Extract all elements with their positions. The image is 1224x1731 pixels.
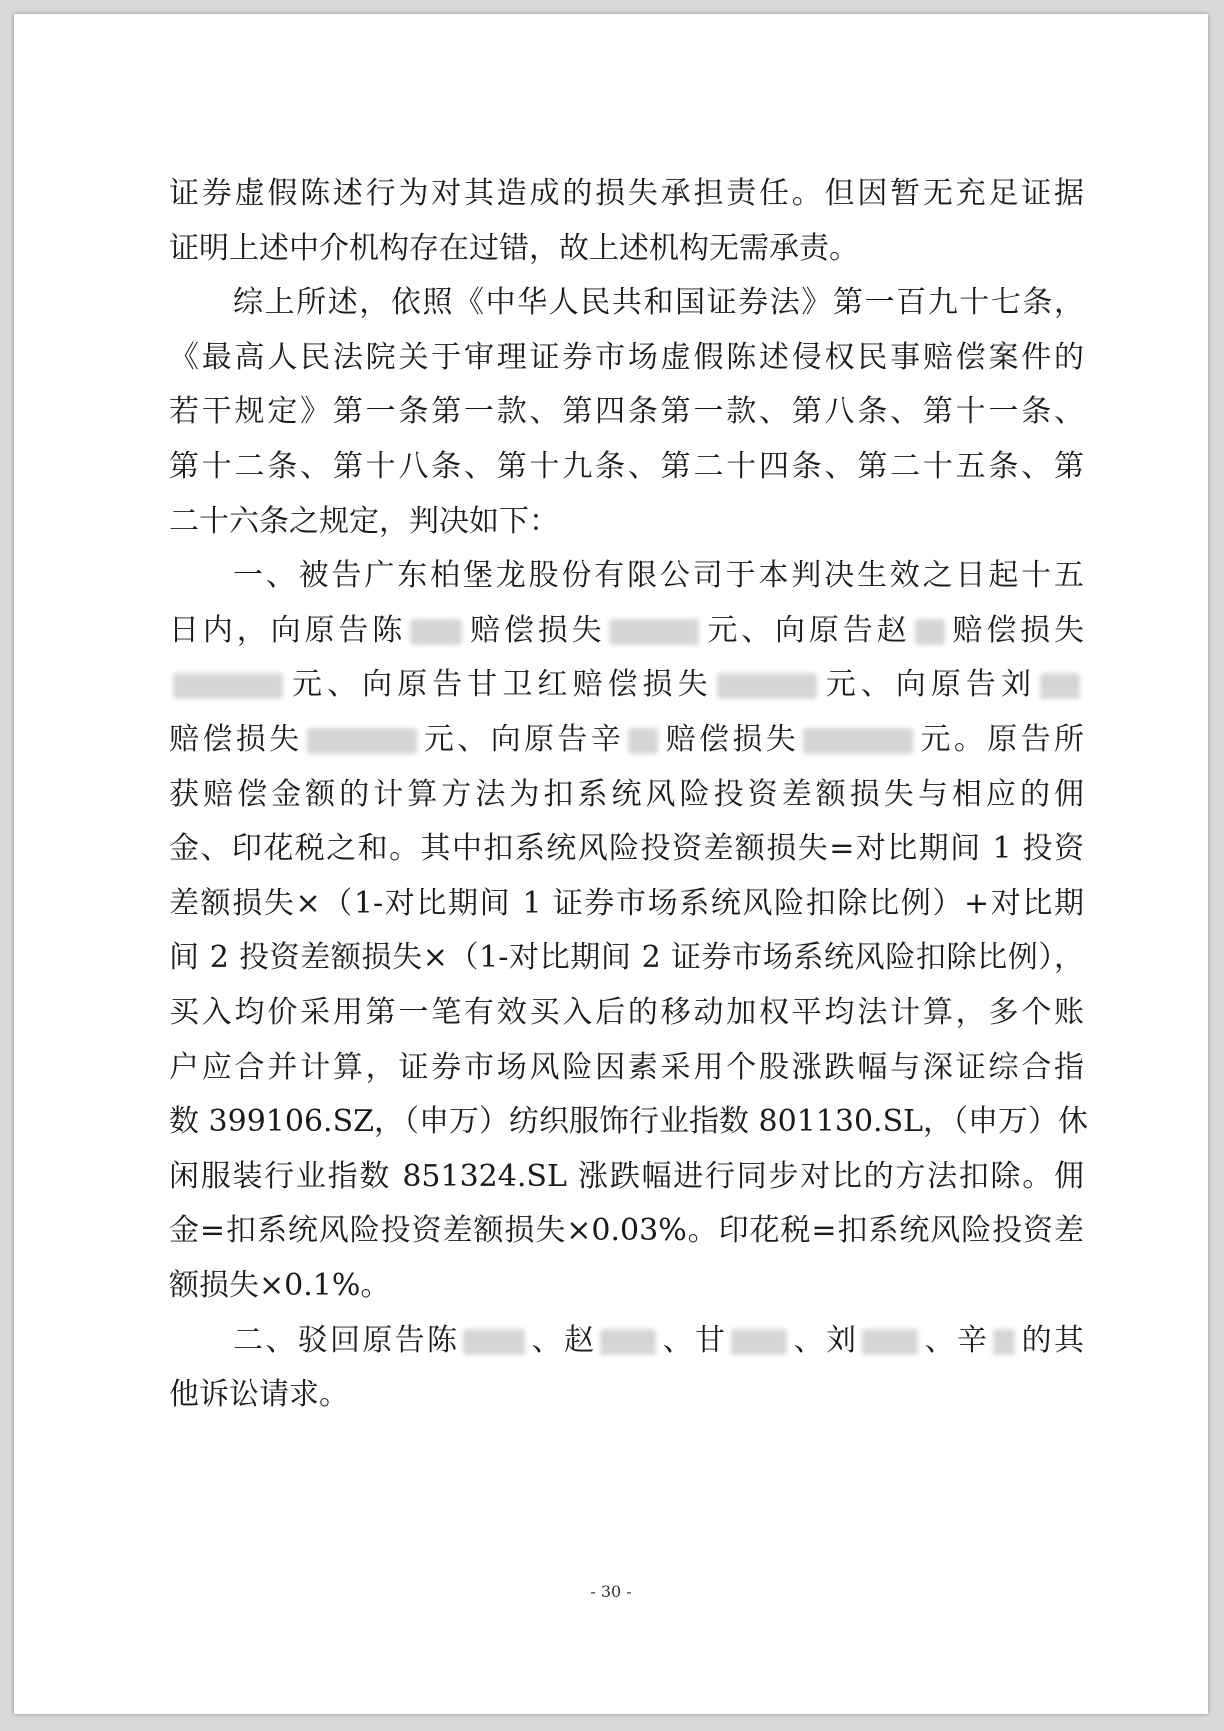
text-line: 户应合并计算，证券市场风险因素采用个股涨跌幅与深证综合指: [169, 1049, 1084, 1085]
redacted-text: [173, 673, 283, 699]
text-segment: 元、向原告刘: [820, 667, 1037, 703]
text-segment: 、赵: [529, 1322, 597, 1358]
text-line: 获赔偿金额的计算方法为扣系统风险投资差额损失与相应的佣: [169, 776, 1084, 812]
text-segment: 日内，向原告陈: [169, 612, 407, 648]
text-line: [169, 710, 1084, 770]
redacted-text: [915, 619, 945, 645]
text-segment: 赔偿损失: [169, 722, 303, 757]
text-segment: 赔偿损失: [466, 612, 606, 648]
redacted-text: [803, 728, 913, 754]
text-line: [169, 1311, 1084, 1371]
text-segment: 元、向原告辛: [420, 722, 625, 757]
text-line: 额损失×0.1%。: [169, 1268, 391, 1303]
text-line: 间 2 投资差额损失×（1-对比期间 2 证券市场系统风险扣除比例），: [169, 940, 1084, 976]
text-line: 第十二条、第十八条、第十九条、第二十四条、第二十五条、第: [169, 449, 1084, 484]
redacted-text: [600, 1329, 656, 1355]
document-page: [14, 14, 1208, 1714]
text-segment: 、甘: [660, 1322, 728, 1358]
text-line: 若干规定》第一条第一款、第四条第一款、第八条、第十一条、: [169, 394, 1084, 430]
redacted-text: [307, 728, 417, 754]
redacted-text: [862, 1329, 918, 1355]
redacted-text: [609, 619, 699, 645]
text-segment: 元、向原告甘卫红赔偿损失: [287, 667, 713, 703]
text-segment: 元。原告所: [917, 722, 1085, 757]
text-segment: 赔偿损失: [662, 722, 800, 757]
text-segment: 赔偿损失: [948, 612, 1085, 648]
text-segment: 元、向原告赵: [703, 612, 911, 648]
redacted-text: [993, 1329, 1015, 1355]
text-line: 《最高人民法院关于审理证券市场虚假陈述侵权民事赔偿案件的: [169, 339, 1084, 375]
redacted-text: [628, 728, 658, 754]
redacted-text: [717, 673, 817, 699]
text-line: 金、印花税之和。其中扣系统风险投资差额损失=对比期间 1 投资: [169, 831, 1084, 867]
text-line: 一、被告广东柏堡龙股份有限公司于本判决生效之日起十五: [233, 558, 1084, 594]
text-line: [169, 601, 1084, 661]
page-number: - 30 -: [590, 1582, 632, 1601]
text-segment: 二、驳回原告陈: [233, 1322, 460, 1358]
text-line: [169, 655, 1084, 715]
text-line: 金=扣系统风险投资差额损失×0.03%。印花税=扣系统风险投资差: [169, 1213, 1084, 1249]
text-segment: 、刘: [791, 1322, 859, 1358]
text-segment: 的其: [1019, 1322, 1085, 1358]
text-line: 买入均价采用第一笔有效买入后的移动加权平均法计算，多个账: [169, 995, 1084, 1030]
text-line: 证明上述中介机构存在过错，故上述机构无需承责。: [169, 230, 859, 266]
text-line: 他诉讼请求。: [169, 1377, 349, 1413]
text-line: 闲服装行业指数 851324.SL 涨跌幅进行同步对比的方法扣除。佣: [169, 1158, 1084, 1194]
redacted-text: [410, 619, 462, 645]
text-line: 二十六条之规定，判决如下：: [169, 503, 559, 539]
text-segment: 、辛: [922, 1322, 990, 1358]
text-line: 差额损失×（1-对比期间 1 证券市场系统风险扣除比例）+对比期: [169, 885, 1084, 921]
redacted-text: [463, 1329, 525, 1355]
redacted-text: [1040, 673, 1080, 699]
text-line: 综上所述，依照《中华人民共和国证券法》第一百九十七条，: [233, 285, 1084, 321]
text-line: 数 399106.SZ，（申万）纺织服饰行业指数 801130.SL，（申万）休: [169, 1104, 1089, 1140]
text-line: 证券虚假陈述行为对其造成的损失承担责任。但因暂无充足证据: [169, 176, 1084, 211]
redacted-text: [731, 1329, 787, 1355]
